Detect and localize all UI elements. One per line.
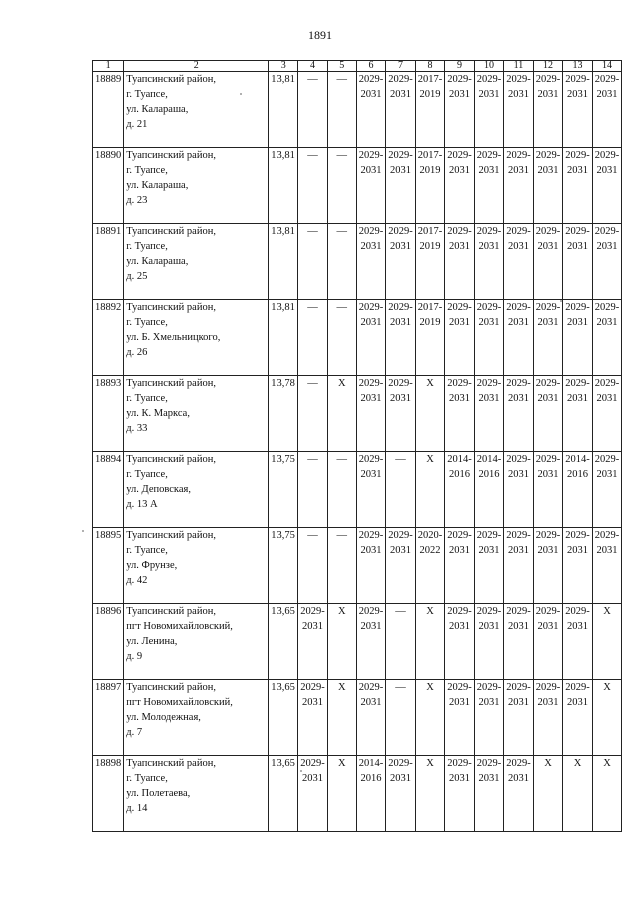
table-row bbox=[93, 376, 622, 452]
period-value: 2029- 2031 bbox=[565, 606, 590, 632]
column-number-2: 2 bbox=[124, 61, 269, 72]
cell-col-4 bbox=[298, 604, 328, 680]
cell-col-10 bbox=[474, 528, 504, 604]
cell-col-12 bbox=[533, 224, 563, 300]
cell-col-11 bbox=[504, 148, 534, 224]
table-row bbox=[93, 604, 622, 680]
cell-col-5: — bbox=[327, 452, 356, 528]
cell-col-7 bbox=[386, 224, 416, 300]
address-line: Туапсинский район, bbox=[126, 530, 216, 541]
period-value: 2020- 2022 bbox=[417, 530, 443, 556]
cell-col-7 bbox=[386, 528, 416, 604]
address-line: ул. Деповская, bbox=[126, 484, 191, 495]
cell-col-14 bbox=[592, 72, 622, 148]
column-number-9: 9 bbox=[445, 61, 475, 72]
cell-col-9 bbox=[445, 72, 475, 148]
period-value: 2029- 2031 bbox=[506, 758, 531, 784]
period-value: 2029- 2031 bbox=[506, 226, 531, 252]
period-value: 2029- 2031 bbox=[506, 454, 531, 480]
cell-col-11 bbox=[504, 680, 534, 756]
period-value: 2029- 2031 bbox=[476, 150, 502, 176]
address-line: г. Туапсе, bbox=[126, 469, 168, 480]
cell-col-3: 13,81 bbox=[269, 72, 298, 148]
cell-col-14 bbox=[592, 528, 622, 604]
table-row bbox=[93, 528, 622, 604]
period-value: 2029- 2031 bbox=[565, 302, 590, 328]
record-number: 18898 bbox=[93, 756, 124, 832]
cell-col-8: X bbox=[415, 376, 445, 452]
period-value: 2029- 2031 bbox=[300, 606, 325, 632]
period-value: 2029- 2031 bbox=[535, 150, 561, 176]
cell-col-3: 13,81 bbox=[269, 300, 298, 376]
cell-col-4 bbox=[298, 756, 328, 832]
record-number: 18892 bbox=[93, 300, 124, 376]
column-number-13: 13 bbox=[563, 61, 593, 72]
period-value: 2029- 2031 bbox=[476, 378, 502, 404]
column-number-14: 14 bbox=[592, 61, 622, 72]
cell-col-14 bbox=[592, 452, 622, 528]
cell-col-6 bbox=[356, 72, 386, 148]
cell-col-12 bbox=[533, 148, 563, 224]
cell-col-4: — bbox=[298, 148, 328, 224]
period-value: 2017- 2019 bbox=[417, 226, 443, 252]
period-value: 2029- 2031 bbox=[358, 682, 384, 708]
cell-col-7: — bbox=[386, 680, 416, 756]
period-value: 2029- 2031 bbox=[476, 682, 502, 708]
cell-col-14: X bbox=[592, 680, 622, 756]
column-number-4: 4 bbox=[298, 61, 328, 72]
address-cell bbox=[124, 376, 269, 452]
address-line: г. Туапсе, bbox=[126, 773, 168, 784]
period-value: 2029- 2031 bbox=[594, 150, 620, 176]
cell-col-5: — bbox=[327, 72, 356, 148]
period-value: 2029- 2031 bbox=[388, 758, 413, 784]
column-number-1: 1 bbox=[93, 61, 124, 72]
period-value: 2029- 2031 bbox=[358, 74, 384, 100]
table-row bbox=[93, 72, 622, 148]
period-value: 2029- 2031 bbox=[506, 302, 531, 328]
cell-col-13 bbox=[563, 72, 593, 148]
period-value: 2029- 2031 bbox=[565, 226, 590, 252]
period-value: 2029- 2031 bbox=[594, 226, 620, 252]
cell-col-6 bbox=[356, 300, 386, 376]
cell-col-12 bbox=[533, 300, 563, 376]
address-line: ул. Калараша, bbox=[126, 256, 189, 267]
cell-col-3: 13,65 bbox=[269, 756, 298, 832]
cell-col-4: — bbox=[298, 224, 328, 300]
cell-col-8: X bbox=[415, 604, 445, 680]
column-number-10: 10 bbox=[474, 61, 504, 72]
period-value: 2029- 2031 bbox=[388, 530, 413, 556]
cell-col-9 bbox=[445, 376, 475, 452]
period-value: 2029- 2031 bbox=[476, 74, 502, 100]
cell-col-10 bbox=[474, 756, 504, 832]
column-number-7: 7 bbox=[386, 61, 416, 72]
address-line: Туапсинский район, bbox=[126, 226, 216, 237]
cell-col-8 bbox=[415, 300, 445, 376]
period-value: 2029- 2031 bbox=[388, 74, 413, 100]
cell-col-10 bbox=[474, 604, 504, 680]
period-value: 2029- 2031 bbox=[476, 302, 502, 328]
cell-col-13 bbox=[563, 300, 593, 376]
cell-col-7: — bbox=[386, 604, 416, 680]
cell-col-9 bbox=[445, 756, 475, 832]
address-line: ул. Полетаева, bbox=[126, 788, 191, 799]
address-cell bbox=[124, 756, 269, 832]
period-value: 2029- 2031 bbox=[300, 682, 325, 708]
address-line: Туапсинский район, bbox=[126, 682, 216, 693]
scan-speck bbox=[300, 770, 302, 772]
cell-col-6 bbox=[356, 452, 386, 528]
address-line: д. 9 bbox=[126, 651, 143, 662]
table-body bbox=[93, 72, 622, 832]
cell-col-11 bbox=[504, 224, 534, 300]
period-value: 2029- 2031 bbox=[388, 302, 413, 328]
cell-col-14 bbox=[592, 376, 622, 452]
period-value: 2029- 2031 bbox=[447, 530, 472, 556]
address-cell bbox=[124, 148, 269, 224]
period-value: 2029- 2031 bbox=[565, 74, 590, 100]
address-cell bbox=[124, 452, 269, 528]
period-value: 2014- 2016 bbox=[358, 758, 384, 784]
cell-col-11 bbox=[504, 604, 534, 680]
cell-col-14: X bbox=[592, 756, 622, 832]
cell-col-6 bbox=[356, 604, 386, 680]
period-value: 2029- 2031 bbox=[594, 454, 620, 480]
period-value: 2029- 2031 bbox=[476, 530, 502, 556]
cell-col-12 bbox=[533, 72, 563, 148]
cell-col-4: — bbox=[298, 452, 328, 528]
cell-col-8: X bbox=[415, 680, 445, 756]
address-line: пгт Новомихайловский, bbox=[126, 621, 233, 632]
cell-col-9 bbox=[445, 528, 475, 604]
address-cell bbox=[124, 680, 269, 756]
address-line: ул. Калараша, bbox=[126, 104, 189, 115]
cell-col-10 bbox=[474, 680, 504, 756]
cell-col-8 bbox=[415, 224, 445, 300]
address-line: ул. Калараша, bbox=[126, 180, 189, 191]
cell-col-10 bbox=[474, 148, 504, 224]
address-line: Туапсинский район, bbox=[126, 454, 216, 465]
scan-speck bbox=[82, 530, 84, 532]
cell-col-4: — bbox=[298, 376, 328, 452]
table-row bbox=[93, 452, 622, 528]
record-number: 18897 bbox=[93, 680, 124, 756]
cell-col-7 bbox=[386, 300, 416, 376]
period-value: 2029- 2031 bbox=[358, 606, 384, 632]
cell-col-12: X bbox=[533, 756, 563, 832]
address-line: д. 14 bbox=[126, 803, 148, 814]
address-cell bbox=[124, 300, 269, 376]
address-cell bbox=[124, 72, 269, 148]
period-value: 2029- 2031 bbox=[535, 74, 561, 100]
cell-col-5: X bbox=[327, 680, 356, 756]
address-line: Туапсинский район, bbox=[126, 74, 216, 85]
address-line: Туапсинский район, bbox=[126, 378, 216, 389]
period-value: 2029- 2031 bbox=[447, 302, 472, 328]
cell-col-9 bbox=[445, 148, 475, 224]
cell-col-5: — bbox=[327, 148, 356, 224]
period-value: 2029- 2031 bbox=[447, 226, 472, 252]
cell-col-12 bbox=[533, 528, 563, 604]
cell-col-12 bbox=[533, 376, 563, 452]
cell-col-10 bbox=[474, 72, 504, 148]
cell-col-3: 13,65 bbox=[269, 604, 298, 680]
period-value: 2029- 2031 bbox=[535, 606, 561, 632]
period-value: 2029- 2031 bbox=[506, 378, 531, 404]
cell-col-3: 13,81 bbox=[269, 148, 298, 224]
address-line: ул. Ленина, bbox=[126, 636, 178, 647]
cell-col-6 bbox=[356, 756, 386, 832]
cell-col-13: X bbox=[563, 756, 593, 832]
table-row bbox=[93, 756, 622, 832]
address-line: г. Туапсе, bbox=[126, 393, 168, 404]
table-row bbox=[93, 224, 622, 300]
table-row bbox=[93, 300, 622, 376]
cell-col-5: X bbox=[327, 604, 356, 680]
period-value: 2029- 2031 bbox=[535, 226, 561, 252]
record-number: 18890 bbox=[93, 148, 124, 224]
cell-col-11 bbox=[504, 300, 534, 376]
cell-col-11 bbox=[504, 528, 534, 604]
cell-col-7 bbox=[386, 756, 416, 832]
cell-col-5: X bbox=[327, 756, 356, 832]
period-value: 2017- 2019 bbox=[417, 302, 443, 328]
cell-col-7 bbox=[386, 148, 416, 224]
address-line: пгт Новомихайловский, bbox=[126, 697, 233, 708]
cell-col-9 bbox=[445, 224, 475, 300]
period-value: 2029- 2031 bbox=[565, 530, 590, 556]
cell-col-8 bbox=[415, 528, 445, 604]
scan-speck bbox=[560, 300, 562, 302]
record-number: 18895 bbox=[93, 528, 124, 604]
address-line: г. Туапсе, bbox=[126, 545, 168, 556]
period-value: 2029- 2031 bbox=[447, 378, 472, 404]
period-value: 2029- 2031 bbox=[535, 378, 561, 404]
table-row bbox=[93, 148, 622, 224]
column-number-8: 8 bbox=[415, 61, 445, 72]
cell-col-13 bbox=[563, 148, 593, 224]
cell-col-13 bbox=[563, 376, 593, 452]
cell-col-5: — bbox=[327, 224, 356, 300]
cell-col-11 bbox=[504, 452, 534, 528]
record-number: 18896 bbox=[93, 604, 124, 680]
address-line: ул. Фрунзе, bbox=[126, 560, 178, 571]
cell-col-8 bbox=[415, 72, 445, 148]
cell-col-13 bbox=[563, 604, 593, 680]
period-value: 2029- 2031 bbox=[565, 150, 590, 176]
address-line: ул. Молодежная, bbox=[126, 712, 201, 723]
period-value: 2029- 2031 bbox=[447, 150, 472, 176]
cell-col-13 bbox=[563, 680, 593, 756]
table-row bbox=[93, 680, 622, 756]
address-line: Туапсинский район, bbox=[126, 758, 216, 769]
period-value: 2014- 2016 bbox=[447, 454, 472, 480]
period-value: 2017- 2019 bbox=[417, 74, 443, 100]
period-value: 2029- 2031 bbox=[388, 226, 413, 252]
period-value: 2029- 2031 bbox=[358, 302, 384, 328]
column-number-6: 6 bbox=[356, 61, 386, 72]
cell-col-6 bbox=[356, 680, 386, 756]
period-value: 2014- 2016 bbox=[476, 454, 502, 480]
period-value: 2029- 2031 bbox=[594, 378, 620, 404]
address-cell bbox=[124, 604, 269, 680]
period-value: 2029- 2031 bbox=[506, 150, 531, 176]
period-value: 2029- 2031 bbox=[535, 302, 561, 328]
address-line: д. 26 bbox=[126, 347, 148, 358]
address-line: д. 33 bbox=[126, 423, 148, 434]
cell-col-10 bbox=[474, 376, 504, 452]
period-value: 2029- 2031 bbox=[358, 530, 384, 556]
period-value: 2029- 2031 bbox=[358, 378, 384, 404]
cell-col-6 bbox=[356, 148, 386, 224]
address-line: д. 13 А bbox=[126, 499, 158, 510]
column-number-row bbox=[93, 61, 622, 72]
period-value: 2029- 2031 bbox=[476, 606, 502, 632]
cell-col-10 bbox=[474, 300, 504, 376]
cell-col-7 bbox=[386, 72, 416, 148]
cell-col-5: X bbox=[327, 376, 356, 452]
cell-col-12 bbox=[533, 604, 563, 680]
period-value: 2029- 2031 bbox=[594, 74, 620, 100]
cell-col-14 bbox=[592, 148, 622, 224]
period-value: 2029- 2031 bbox=[447, 682, 472, 708]
period-value: 2029- 2031 bbox=[535, 530, 561, 556]
cell-col-5: — bbox=[327, 300, 356, 376]
period-value: 2029- 2031 bbox=[565, 378, 590, 404]
cell-col-11 bbox=[504, 376, 534, 452]
column-number-12: 12 bbox=[533, 61, 563, 72]
period-value: 2029- 2031 bbox=[506, 530, 531, 556]
cell-col-10 bbox=[474, 224, 504, 300]
period-value: 2029- 2031 bbox=[476, 758, 502, 784]
cell-col-3: 13,75 bbox=[269, 528, 298, 604]
cell-col-3: 13,78 bbox=[269, 376, 298, 452]
cell-col-14 bbox=[592, 300, 622, 376]
record-number: 18891 bbox=[93, 224, 124, 300]
cell-col-14: X bbox=[592, 604, 622, 680]
record-number: 18894 bbox=[93, 452, 124, 528]
address-line: д. 23 bbox=[126, 195, 148, 206]
cell-col-9 bbox=[445, 452, 475, 528]
period-value: 2029- 2031 bbox=[565, 682, 590, 708]
cell-col-11 bbox=[504, 756, 534, 832]
address-cell bbox=[124, 224, 269, 300]
cell-col-9 bbox=[445, 300, 475, 376]
period-value: 2029- 2031 bbox=[506, 682, 531, 708]
period-value: 2029- 2031 bbox=[535, 682, 561, 708]
cell-col-4 bbox=[298, 680, 328, 756]
address-line: Туапсинский район, bbox=[126, 606, 216, 617]
page-number: 1891 bbox=[308, 28, 332, 42]
period-value: 2029- 2031 bbox=[388, 378, 413, 404]
cell-col-13 bbox=[563, 224, 593, 300]
address-line: г. Туапсе, bbox=[126, 241, 168, 252]
address-line: ул. Б. Хмельницкого, bbox=[126, 332, 221, 343]
period-value: 2014- 2016 bbox=[565, 454, 590, 480]
record-number: 18889 bbox=[93, 72, 124, 148]
cell-col-3: 13,81 bbox=[269, 224, 298, 300]
cell-col-10 bbox=[474, 452, 504, 528]
period-value: 2017- 2019 bbox=[417, 150, 443, 176]
column-number-11: 11 bbox=[504, 61, 534, 72]
period-value: 2029- 2031 bbox=[476, 226, 502, 252]
address-line: д. 25 bbox=[126, 271, 148, 282]
cell-col-8 bbox=[415, 148, 445, 224]
period-value: 2029- 2031 bbox=[447, 758, 472, 784]
period-value: 2029- 2031 bbox=[358, 226, 384, 252]
cell-col-3: 13,65 bbox=[269, 680, 298, 756]
cell-col-4: — bbox=[298, 72, 328, 148]
cell-col-9 bbox=[445, 680, 475, 756]
period-value: 2029- 2031 bbox=[447, 74, 472, 100]
period-value: 2029- 2031 bbox=[594, 302, 620, 328]
period-value: 2029- 2031 bbox=[594, 530, 620, 556]
cell-col-6 bbox=[356, 376, 386, 452]
address-line: д. 7 bbox=[126, 727, 143, 738]
period-value: 2029- 2031 bbox=[388, 150, 413, 176]
period-value: 2029- 2031 bbox=[300, 758, 325, 784]
record-number: 18893 bbox=[93, 376, 124, 452]
period-value: 2029- 2031 bbox=[358, 150, 384, 176]
cell-col-9 bbox=[445, 604, 475, 680]
column-number-3: 3 bbox=[269, 61, 298, 72]
cell-col-13 bbox=[563, 528, 593, 604]
cell-col-14 bbox=[592, 224, 622, 300]
cell-col-6 bbox=[356, 528, 386, 604]
cell-col-7: — bbox=[386, 452, 416, 528]
address-line: д. 21 bbox=[126, 119, 148, 130]
cell-col-7 bbox=[386, 376, 416, 452]
period-value: 2029- 2031 bbox=[358, 454, 384, 480]
address-line: ул. К. Маркса, bbox=[126, 408, 190, 419]
cell-col-8: X bbox=[415, 452, 445, 528]
address-line: г. Туапсе, bbox=[126, 89, 168, 100]
cell-col-13 bbox=[563, 452, 593, 528]
address-line: г. Туапсе, bbox=[126, 317, 168, 328]
column-number-5: 5 bbox=[327, 61, 356, 72]
period-value: 2029- 2031 bbox=[535, 454, 561, 480]
cell-col-4: — bbox=[298, 528, 328, 604]
cell-col-8: X bbox=[415, 756, 445, 832]
period-value: 2029- 2031 bbox=[506, 606, 531, 632]
cell-col-12 bbox=[533, 680, 563, 756]
address-line: г. Туапсе, bbox=[126, 165, 168, 176]
address-line: Туапсинский район, bbox=[126, 302, 216, 313]
address-line: д. 42 bbox=[126, 575, 148, 586]
address-line: Туапсинский район, bbox=[126, 150, 216, 161]
address-cell bbox=[124, 528, 269, 604]
cell-col-12 bbox=[533, 452, 563, 528]
cell-col-4: — bbox=[298, 300, 328, 376]
cell-col-6 bbox=[356, 224, 386, 300]
period-value: 2029- 2031 bbox=[506, 74, 531, 100]
cell-col-5: — bbox=[327, 528, 356, 604]
scan-speck bbox=[240, 93, 242, 95]
period-value: 2029- 2031 bbox=[447, 606, 472, 632]
register-table bbox=[92, 60, 622, 832]
cell-col-11 bbox=[504, 72, 534, 148]
cell-col-3: 13,75 bbox=[269, 452, 298, 528]
